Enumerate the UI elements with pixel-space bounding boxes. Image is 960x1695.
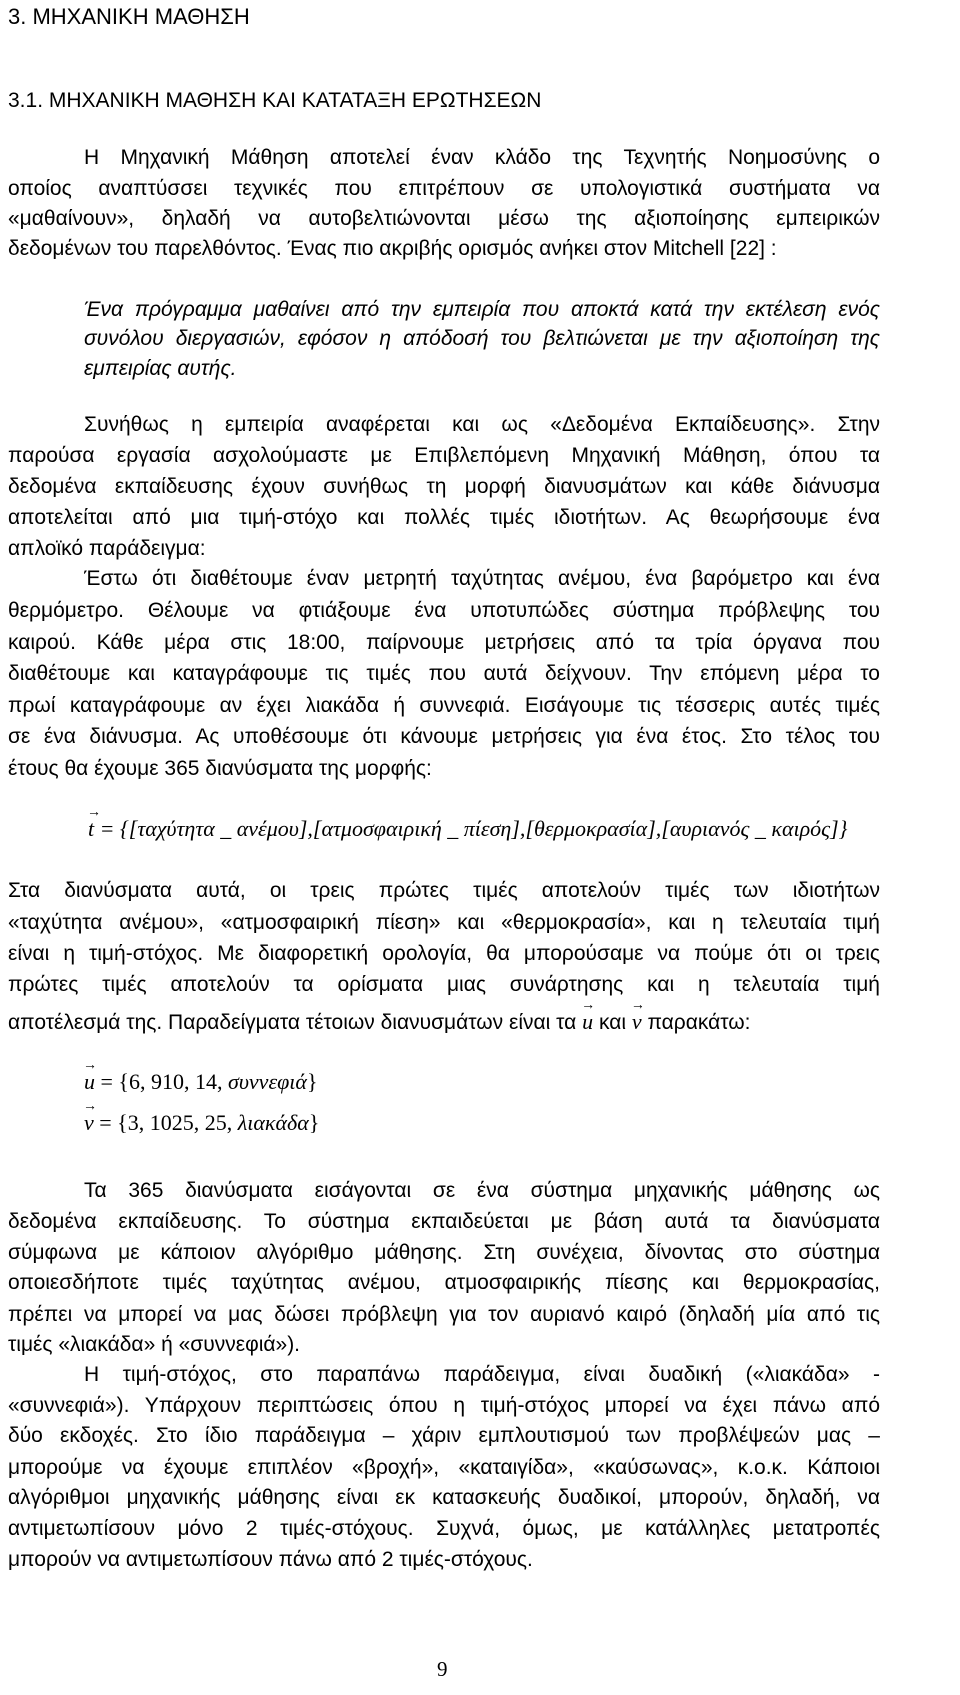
paragraph-line: πρωί καταγράφουμε αν έχει λιακάδα ή συννεφιά. Εισάγουμε τις τέσσερις αυτές τιμές — [8, 694, 880, 717]
vector-u: → u — [582, 1009, 593, 1035]
definition-line: Ένα πρόγραμμα μαθαίνει από την εμπειρία που αποκτά κατά την εκτέλεση ενός — [84, 298, 880, 321]
paragraph-line: έτους θα έχουμε 365 διανύσματα της μορφής: — [8, 757, 432, 780]
equation-v-close: } — [308, 1110, 320, 1135]
page-number: 9 — [437, 1657, 448, 1681]
paragraph-line: δεδομένα εκπαίδευσης. Το σύστημα εκπαιδεύεται με βάση αυτά τα διανύσματα — [8, 1210, 880, 1233]
paragraph-line: οποιεσδήποτε τιμές ταχύτητας ανέμου, ατμοσφαιρικής πίεσης και θερμοκρασίας, — [8, 1271, 880, 1294]
text-span: και — [593, 1011, 632, 1034]
paragraph-line: αντιμετωπίσουν μόνο 2 τιμές-στόχους. Συχνά, όμως, με κατάλληλες μετατροπές — [8, 1517, 880, 1540]
text-span: παρακάτω: — [641, 1011, 751, 1034]
equation-v-values: = {3, 1025, 25, — [93, 1110, 238, 1135]
paragraph-line: είναι η τιμή-στόχος. Με διαφορετική ορολογία, θα μπορούσαμε να πούμε ότι οι τρεις — [8, 942, 880, 965]
paragraph-line: θερμόμετρο. Θέλουμε να φτιάξουμε ένα υποτυπώδες σύστημα πρόβλεψης του — [8, 599, 880, 622]
intro-line: Η Μηχανική Μάθηση αποτελεί έναν κλάδο της Τεχνητής Νοημοσύνης ο — [84, 146, 880, 169]
text-span: αποτέλεσμά της. Παραδείγματα τέτοιων διανυσμάτων είναι τα — [8, 1011, 583, 1034]
equation-u-close: } — [306, 1069, 318, 1094]
equation-u — [84, 1069, 318, 1095]
paragraph-line: σύμφωνα με κάποιον αλγόριθμο μάθησης. Στη συνέχεια, δίνοντας στο σύστημα — [8, 1241, 880, 1264]
paragraph-line: σε ένα διάνυσμα. Ας υποθέσουμε ότι κάνουμε μετρήσεις για ένα έτος. Στο τέλος του — [8, 725, 880, 748]
definition-line: εμπειρίας αυτής. — [84, 357, 237, 380]
paragraph-line: αποτελείται από μια τιμή-στόχο και πολλές τιμές ιδιοτήτων. Ας θεωρήσουμε ένα — [8, 506, 880, 529]
vector-u: → u — [84, 1069, 95, 1095]
paragraph-line: δεδομένα εκπαίδευσης έχουν συνήθως τη μορφή διανυσμάτων και κάθε διάνυσμα — [8, 475, 880, 498]
paragraph-line: πρώτες τιμές αποτελούν τα ορίσματα μιας συνάρτησης και η τελευταία τιμή — [8, 973, 880, 996]
equation-t — [88, 816, 847, 842]
paragraph-line: Συνήθως η εμπειρία αναφέρεται και ως «Δεδομένα Εκπαίδευσης». Στην — [84, 413, 880, 436]
paragraph-line: Η τιμή-στόχος, στο παραπάνω παράδειγμα, είναι δυαδική («λιακάδα» - — [84, 1363, 880, 1386]
intro-line: «μαθαίνουν», δηλαδή να αυτοβελτιώνονται μέσω της αξιοποίησης εμπειρικών — [8, 207, 880, 230]
intro-line: δεδομένων του παρελθόντος. Ένας πιο ακριβής ορισμός ανήκει στον Mitchell [22] : — [8, 237, 777, 260]
chapter-heading: 3. ΜΗΧΑΝΙΚΗ ΜΑΘΗΣΗ — [8, 4, 250, 29]
equation-v — [84, 1110, 319, 1136]
vector-v: → v — [632, 1009, 642, 1035]
paragraph-line: απλοϊκό παράδειγμα: — [8, 537, 206, 560]
intro-line: οποίος αναπτύσσει τεχνικές που επιτρέπουν σε υπολογιστικά συστήματα να — [8, 177, 880, 200]
paragraph-line: μπορούμε να έχουμε επιπλέον «βροχή», «καταιγίδα», «καύσωνας», κ.ο.κ. Κάποιοι — [8, 1456, 880, 1479]
paragraph-line: δύο εκδοχές. Στο ίδιο παράδειγμα – χάριν εμπλουτισμού των προβλέψεών μας – — [8, 1424, 880, 1447]
paragraph-line: Έστω ότι διαθέτουμε έναν μετρητή ταχύτητας ανέμου, ένα βαρόμετρο και ένα — [84, 567, 880, 590]
vector-v: → v — [84, 1110, 94, 1136]
paragraph-line: πρέπει να μπορεί να μας δώσει πρόβλεψη για τον αυριανό καιρό (δηλαδή μία από τις — [8, 1303, 880, 1326]
definition-line: συνόλου διεργασιών, εφόσον η απόδοσή του βελτιώνεται με την αξιοποίηση της — [84, 327, 880, 350]
paragraph-line: «ταχύτητα ανέμου», «ατμοσφαιρική πίεση» και «θερμοκρασία», και η τελευταία τιμή — [8, 911, 880, 934]
paragraph-line — [8, 1009, 751, 1036]
section-heading: 3.1. ΜΗΧΑΝΙΚΗ ΜΑΘΗΣΗ ΚΑΙ ΚΑΤΑΤΑΞΗ ΕΡΩΤΗΣΕΩΝ — [8, 89, 542, 112]
paragraph-line: Τα 365 διανύσματα εισάγονται σε ένα σύστημα μηχανικής μάθησης ως — [84, 1179, 880, 1202]
paragraph-line: Στα διανύσματα αυτά, οι τρεις πρώτες τιμές αποτελούν τιμές των ιδιοτήτων — [8, 879, 880, 902]
paragraph-line: παρούσα εργασία ασχολούμαστε με Επιβλεπόμενη Μηχανική Μάθηση, όπου τα — [8, 444, 880, 467]
paragraph-line: αλγόριθμοι μηχανικής μάθησης είναι εκ κατασκευής δυαδικοί, μπορούν, δηλαδή, να — [8, 1486, 880, 1509]
paragraph-line: καιρού. Κάθε μέρα στις 18:00, παίρνουμε μετρήσεις από τα τρία όργανα που — [8, 631, 880, 654]
vector-t: → t — [88, 816, 94, 842]
equation-t-body: = {[ταχύτητα _ ανέμου],[ατμοσφαιρική _ πίεση],[θερμοκρασία],[αυριανός _ καιρός]} — [94, 816, 848, 841]
paragraph-line: διαθέτουμε και καταγράφουμε τις τιμές που αυτά δείχνουν. Την επόμενη μέρα το — [8, 662, 880, 685]
paragraph-line: τιμές «λιακάδα» ή «συννεφιά»). — [8, 1333, 301, 1356]
equation-u-values: = {6, 910, 14, — [95, 1069, 228, 1094]
equation-u-word: συννεφιά — [227, 1069, 307, 1094]
equation-v-word: λιακάδα — [237, 1110, 309, 1135]
paragraph-line: «συννεφιά»). Υπάρχουν περιπτώσεις όπου η τιμή-στόχος μπορεί να έχει πάνω από — [8, 1394, 880, 1417]
paragraph-line: μπορούν να αντιμετωπίσουν πάνω από 2 τιμές-στόχους. — [8, 1548, 533, 1571]
